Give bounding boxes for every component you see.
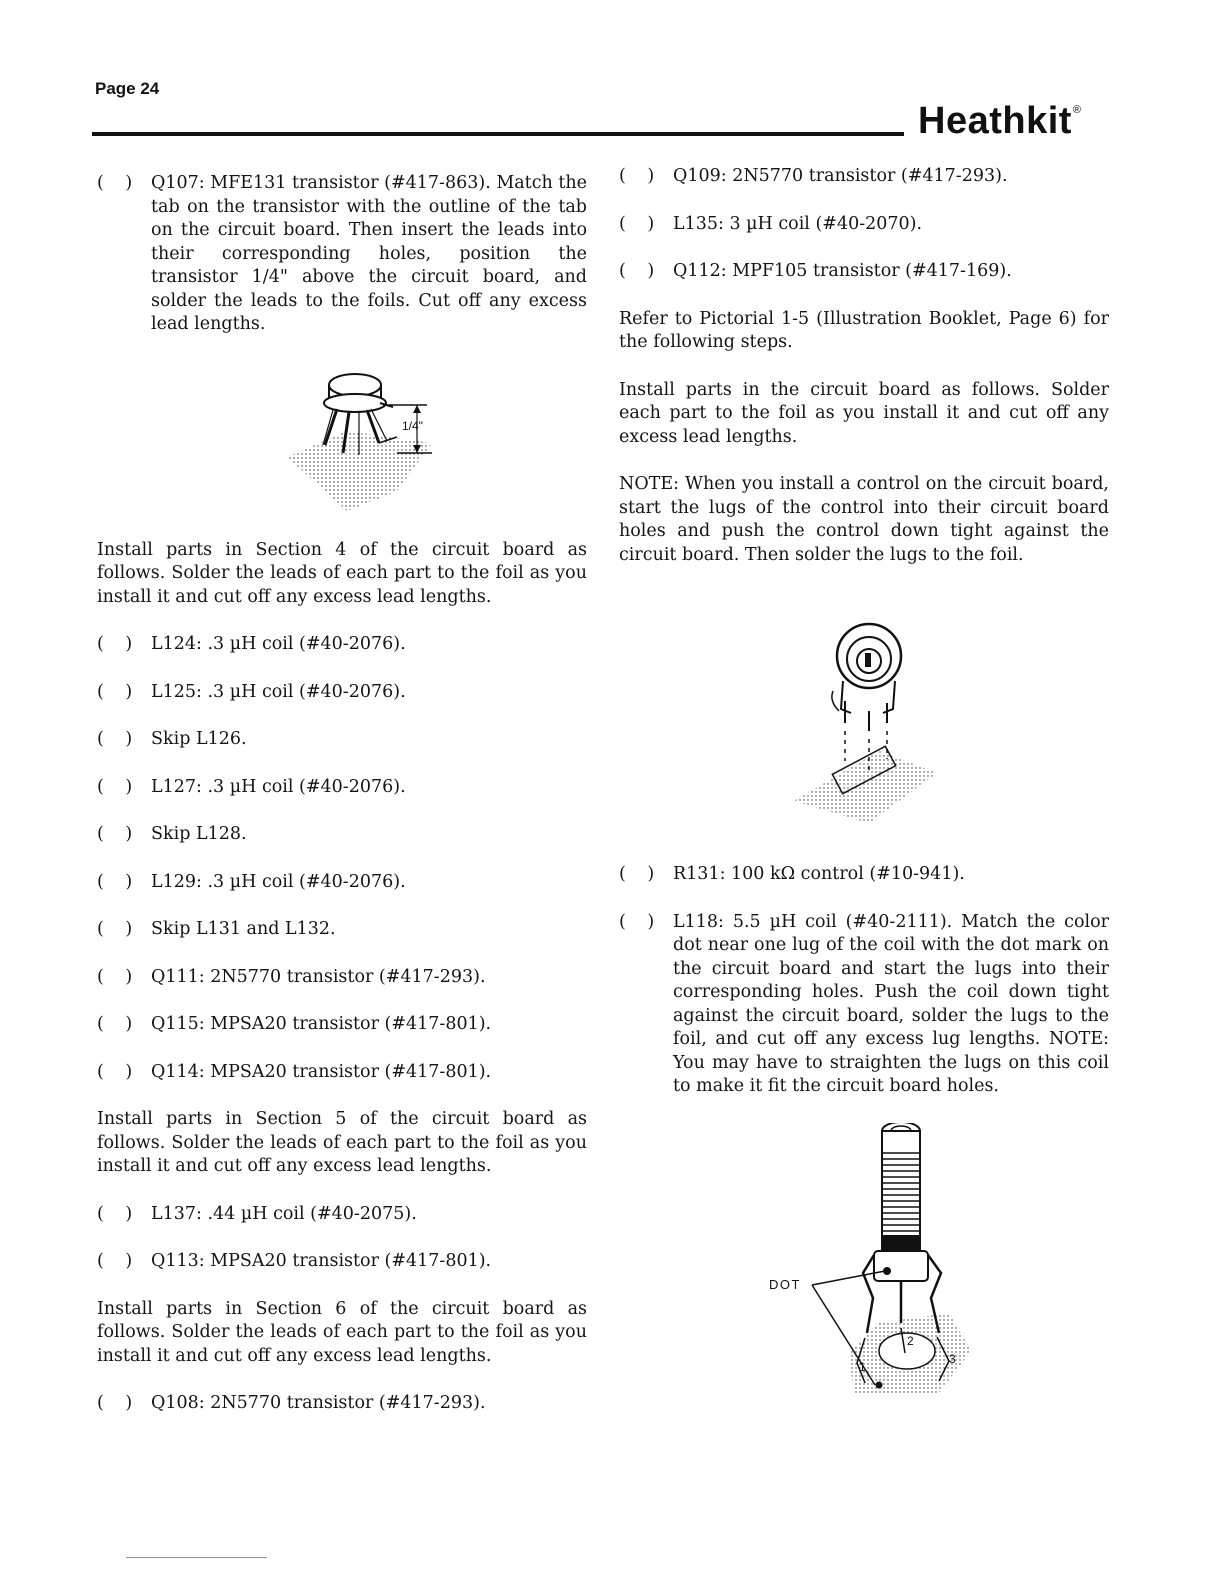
checkbox[interactable]: ( ) xyxy=(97,919,141,939)
transistor-figure xyxy=(97,361,587,513)
checkbox[interactable]: ( ) xyxy=(619,166,663,186)
install-text: Install parts in the circuit board as follows. Solder each part to the foil as you install it and cut off any excess lead lengths. xyxy=(619,379,1109,447)
brand-logo xyxy=(918,100,1082,143)
section4-steps xyxy=(97,633,587,1084)
step-l129: ( ) L129: .3 µH coil (#40-2076). xyxy=(97,871,587,895)
checkbox[interactable]: ( ) xyxy=(97,1393,141,1413)
registered-mark: ® xyxy=(1072,104,1082,116)
section5-steps xyxy=(97,1203,587,1274)
checkbox[interactable]: ( ) xyxy=(97,776,141,797)
control-illustration xyxy=(619,591,1109,841)
step-q114: ( ) Q114: MPSA20 transistor (#417-801). xyxy=(97,1061,587,1085)
checkbox[interactable]: ( ) xyxy=(97,1061,141,1082)
checkbox[interactable]: ( ) xyxy=(97,634,141,654)
checkbox[interactable]: ( ) xyxy=(97,729,141,749)
step-l135: ( ) L135: 3 µH coil (#40-2070). xyxy=(619,213,1109,237)
checkbox[interactable]: ( ) xyxy=(619,864,663,884)
checkbox[interactable]: ( ) xyxy=(97,173,141,193)
checkbox[interactable]: ( ) xyxy=(619,911,663,932)
board-shading xyxy=(794,751,937,823)
checkbox[interactable]: ( ) xyxy=(97,1251,141,1271)
checkbox[interactable]: ( ) xyxy=(97,966,141,987)
transistor-height-illustration xyxy=(97,361,587,513)
step-q112: ( ) Q112: MPF105 transistor (#417-169). xyxy=(619,260,1109,284)
control-figure xyxy=(619,591,1109,841)
step-l137: ( ) L137: .44 µH coil (#40-2075). xyxy=(97,1203,587,1227)
note-text: NOTE: When you install a control on the circuit board, start the lugs of the control into their circuit board holes and push the control down tight against the circuit board. Then solder the lugs to the foil. xyxy=(619,474,1109,565)
checkbox[interactable]: ( ) xyxy=(619,213,663,234)
checkbox[interactable]: ( ) xyxy=(97,824,141,844)
checkbox[interactable]: ( ) xyxy=(97,681,141,702)
lug-3-label: 3 xyxy=(949,1351,956,1366)
step-l125: ( ) L125: .3 µH coil (#40-2076). xyxy=(97,681,587,705)
section5-intro: Install parts in Section 5 of the circuit board as follows. Solder the leads of each part to the foil as you install it and cut off any excess lead lengths. xyxy=(97,1109,587,1176)
step-q115: ( ) Q115: MPSA20 transistor (#417-801). xyxy=(97,1013,587,1037)
coil-illustration xyxy=(619,1123,1109,1413)
lug-1-label: 1 xyxy=(859,1359,866,1374)
step-q108: ( ) Q108: 2N5770 transistor (#417-293). xyxy=(97,1392,587,1416)
header-rule xyxy=(92,132,904,136)
step-skip-l131-l132: ( ) Skip L131 and L132. xyxy=(97,918,587,942)
dot-label: DOT xyxy=(769,1276,801,1292)
step-l124: ( ) L124: .3 µH coil (#40-2076). xyxy=(97,633,587,657)
left-column xyxy=(97,172,587,1440)
section4-intro: Install parts in Section 4 of the circuit board as follows. Solder the leads of each part to the foil as you install it and cut off any excess lead lengths. xyxy=(97,539,587,607)
section6-steps xyxy=(97,1392,587,1416)
checkbox[interactable]: ( ) xyxy=(97,871,141,892)
lug-2-label: 2 xyxy=(907,1333,914,1348)
step-q113: ( ) Q113: MPSA20 transistor (#417-801). xyxy=(97,1250,587,1274)
step-skip-l126: ( ) Skip L126. xyxy=(97,728,587,752)
step-q109: ( ) Q109: 2N5770 transistor (#417-293). xyxy=(619,165,1109,189)
checkbox[interactable]: ( ) xyxy=(97,1203,141,1224)
brand-name: Heathkit xyxy=(918,100,1072,142)
footer-line xyxy=(126,1557,267,1558)
coil-figure xyxy=(619,1123,1109,1413)
step-r131: ( ) R131: 100 kΩ control (#10-941). xyxy=(619,863,1109,887)
step-q107 xyxy=(97,172,587,337)
page-number: Page 24 xyxy=(95,79,160,98)
step-q111: ( ) Q111: 2N5770 transistor (#417-293). xyxy=(97,966,587,990)
step-text: Q107: MFE131 transistor (#417-863). Match the tab on the transistor with the outline of the tab on the circuit board. Then insert the leads into their corresponding holes, position the transistor 1/4" above the circuit board, and solder the leads to the foils. Cut off any excess lead lengths. xyxy=(151,173,588,334)
step-l127: ( ) L127: .3 µH coil (#40-2076). xyxy=(97,776,587,800)
section6-intro: Install parts in Section 6 of the circuit board as follows. Solder the leads of each part to the foil as you install it and cut off any excess lead lengths. xyxy=(97,1298,587,1366)
right-column xyxy=(619,165,1109,1439)
step-skip-l128: ( ) Skip L128. xyxy=(97,823,587,847)
step-l118: ( ) L118: 5.5 µH coil (#40-2111). Match the color dot near one lug of the coil with the dot mark on the circuit board and start the lugs into their corresponding holes. Push the coil down tight against the circuit board, solder the lugs to the foil, and cut off any excess lug lengths. NOTE: You may have to straighten the lugs on this coil to make it fit the circuit board holes. xyxy=(619,911,1109,1096)
checkbox[interactable]: ( ) xyxy=(619,261,663,281)
checkbox[interactable]: ( ) xyxy=(97,1014,141,1034)
quarter-inch-label: 1/4" xyxy=(402,418,423,433)
refer-text: Refer to Pictorial 1-5 (Illustration Booklet, Page 6) for the following steps. xyxy=(619,308,1109,352)
